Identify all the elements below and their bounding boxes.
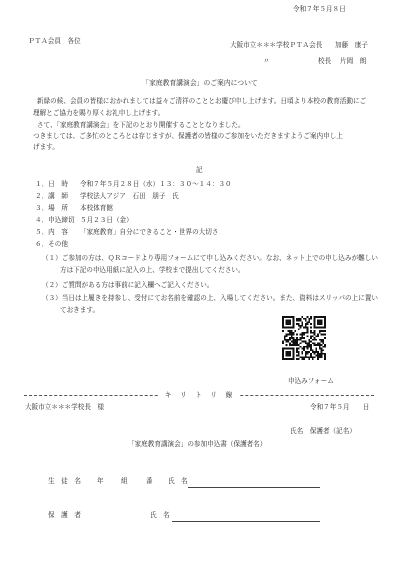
item-value-datetime: 令和７年５月２８日（水）１３：３０～１４：３０ [80, 180, 232, 188]
item-label-place: ３．場 所 [35, 204, 68, 212]
guardian-label: 保 護 者 [48, 511, 81, 519]
note-line: （２）ご質問がある方は事前に記入欄へご記入ください。 [42, 281, 214, 289]
item-value-lecturer: 学校法人アジア 石田 朋子 氏 [80, 192, 179, 200]
student-name-label: 氏 名 [168, 477, 188, 485]
form-signature: 氏名 保護者（記名） [290, 427, 356, 435]
principal-role: 校長 [318, 57, 332, 65]
issue-date: 令和７年５月８日 [293, 5, 346, 13]
item-value-content: 「家庭教育」自分にできること・世界の大切さ [80, 228, 219, 236]
principal-name: 片岡 朗 [340, 57, 367, 65]
ki-heading: 記 [196, 166, 203, 174]
item-label-lecturer: ２．講 師 [35, 192, 68, 200]
body-line: さて、「家庭教育講演会」を下記のとおり開催することとなりました。 [37, 121, 245, 129]
form-title: 「家庭教育講演会」の参加申込書（保護者名） [128, 440, 267, 448]
student-number-label: 番 [146, 477, 153, 485]
sender-ditto-mark: 〃 [263, 57, 270, 65]
body-line: 新緑の候、会員の皆様におかれましては益々ご清祥のこととお慶び申し上げます。日頃より本校の教育活動にご [37, 97, 367, 105]
guardian-name-underline [172, 521, 320, 522]
note-line: （３）当日は上履きを持参し、受付にてお名前を確認の上、入場してください。また、資料はスリッパの上に置い [42, 294, 379, 302]
body-line: 理解とご協力を賜り厚くお礼申し上げます。 [33, 109, 165, 117]
cut-line-label: キ リ ト リ 線 [159, 392, 239, 399]
item-label-datetime: １．日 時 [35, 180, 68, 188]
body-line: つきましては、ご多忙のところとは存じますが、保護者の皆様のご参加をいただきますようご案内申し上 [33, 132, 343, 140]
sender-name: 加藤 康子 [335, 41, 368, 49]
note-line: 方は下記の申込用紙に記入の上、学校まで提出してください。 [60, 266, 245, 274]
note-line: ておきます。 [60, 306, 100, 314]
cut-line [24, 391, 374, 399]
item-label-other: ６．その他 [35, 240, 68, 248]
form-date: 令和７年５月 日 [310, 403, 370, 411]
student-class-label: 組 [121, 477, 128, 485]
item-value-deadline: ５月２３日（金） [80, 216, 133, 224]
item-label-content: ５．内 容 [35, 228, 68, 236]
qr-caption: 申込みフォーム [288, 377, 334, 385]
sender-org: 大阪市立＊＊＊学校ＰＴＡ会長 [230, 41, 323, 49]
recipient: ＰＴＡ会員 各位 [28, 37, 81, 45]
body-line: げます。 [33, 143, 59, 151]
note-line: （１）ご参加の方は、ＱＲコードより専用フォームにて申し込みください。なお、ネット上での申し込みが難しい [42, 254, 378, 262]
guardian-name-label: 氏 名 [150, 511, 170, 519]
form-addressee: 大阪市立＊＊＊学校長 様 [25, 403, 105, 411]
student-label: 生 徒 名 [48, 477, 81, 485]
student-year-label: 年 [97, 477, 104, 485]
qr-code [282, 316, 326, 360]
item-label-deadline: ４．申込締切 [35, 216, 75, 224]
item-value-place: 本校体育館 [80, 204, 113, 212]
student-name-underline [188, 487, 320, 488]
document-title: 「家庭教育講演会」のご案内について [142, 79, 258, 87]
